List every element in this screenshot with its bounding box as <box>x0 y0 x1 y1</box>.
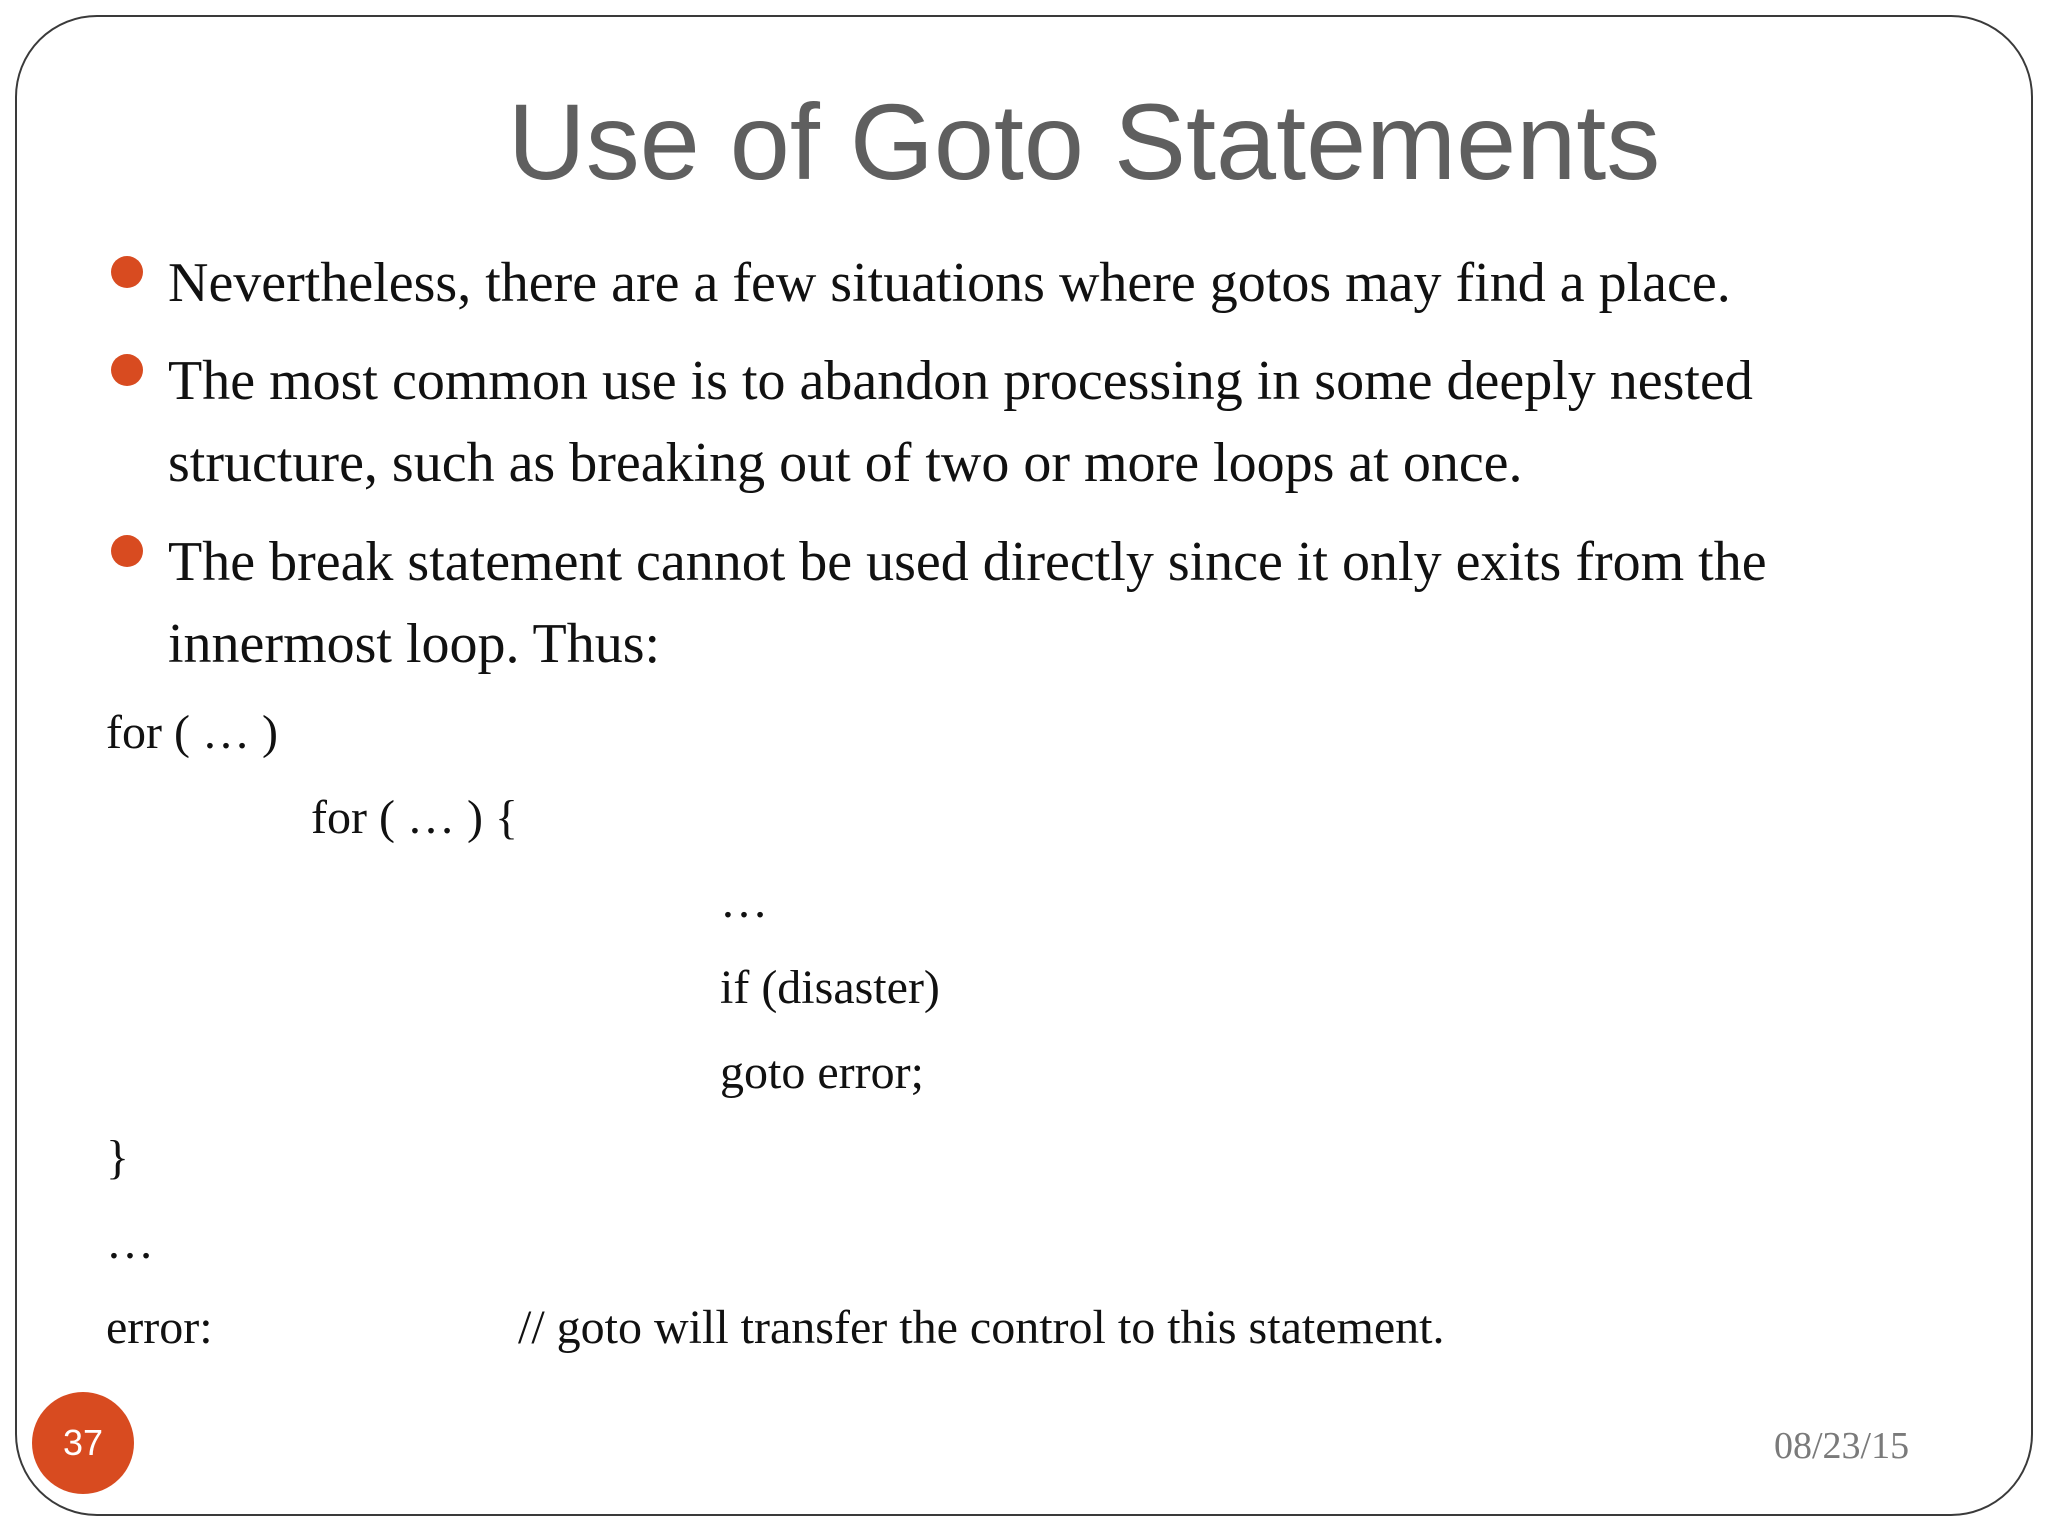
code-line-if: if (disaster) <box>720 961 940 1014</box>
slide-title-text: Use of Goto Statements <box>507 81 1661 202</box>
code-line-outer-for: for ( … ) <box>106 706 278 759</box>
code-line-error-comment: // goto will transfer the control to this statement. <box>518 1301 1445 1354</box>
code-line-ellipsis: … <box>720 875 768 928</box>
bullet-item-3: The break statement cannot be used directly since it only exits from the innermost loop. Thus: <box>168 531 1767 675</box>
code-line-ellipsis-2: … <box>106 1216 154 1269</box>
code-line-close-brace: } <box>106 1131 130 1184</box>
slide-date: 08/23/15 <box>1774 1425 1910 1467</box>
slide-number-badge: 37 <box>32 1392 134 1494</box>
bullet-item-2: The most common use is to abandon processing in some deeply nested structure, such as breaking out of two or more loops at once. <box>168 350 1753 494</box>
code-line-goto: goto error; <box>720 1046 924 1099</box>
bullet-icon <box>111 535 143 567</box>
bullet-icon <box>111 256 143 288</box>
code-line-inner-for: for ( … ) { <box>311 791 518 844</box>
bullet-item-1: Nevertheless, there are a few situations where gotos may find a place. <box>168 252 1731 314</box>
bullet-icon <box>111 354 143 386</box>
code-line-error-label: error: <box>106 1301 213 1354</box>
